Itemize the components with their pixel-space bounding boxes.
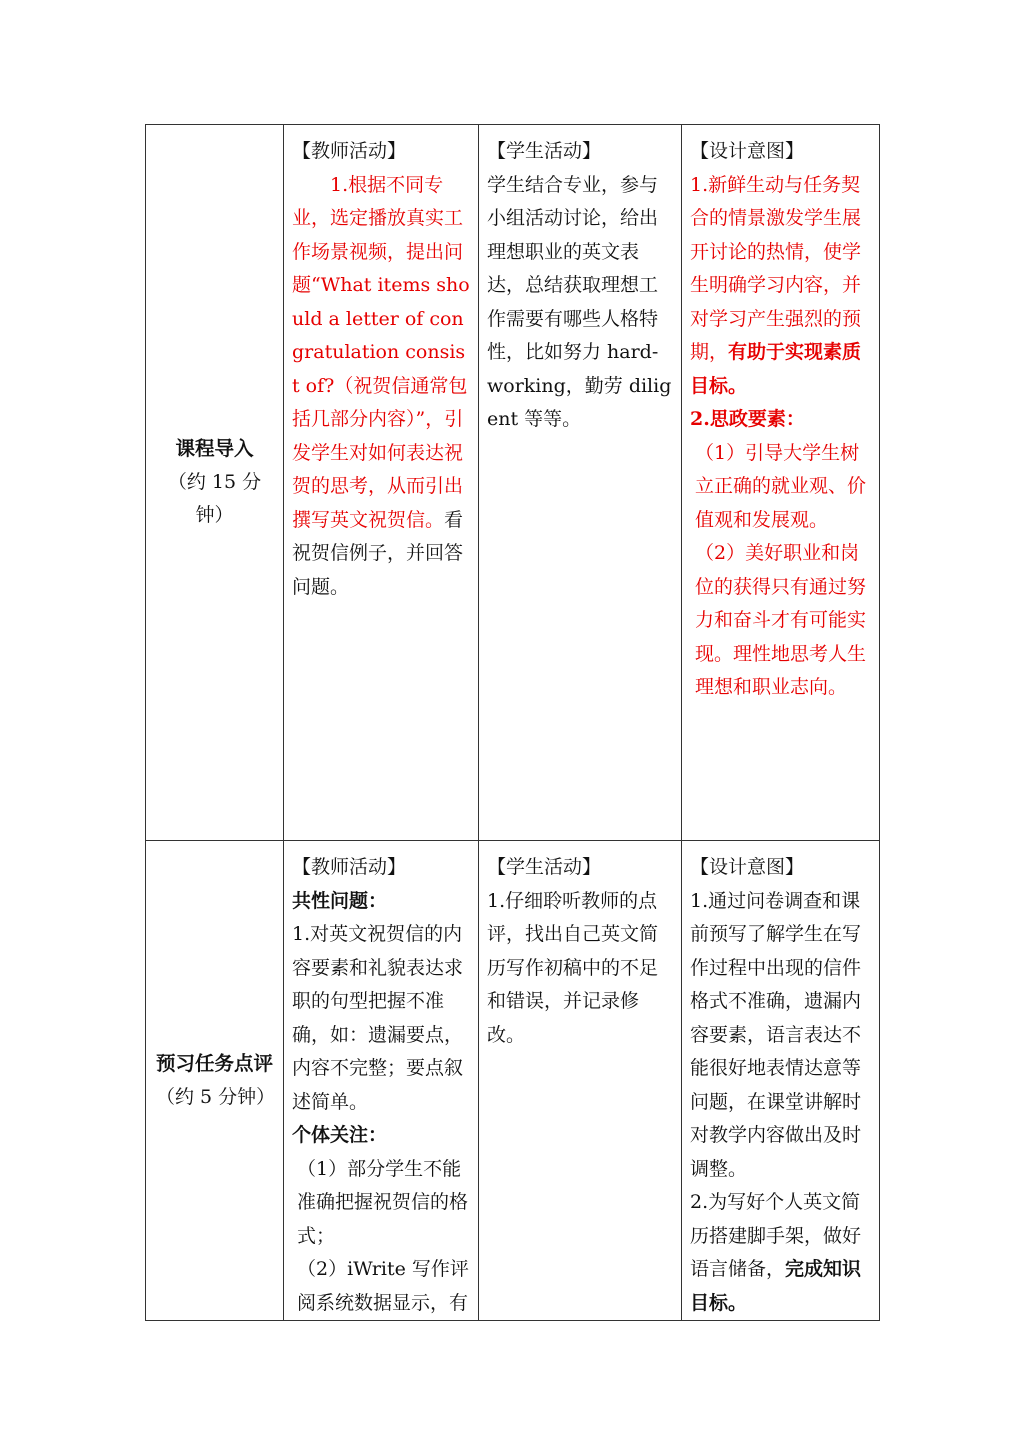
student-activity-cell xyxy=(479,125,682,841)
student-activity-heading: 【学生活动】 xyxy=(487,856,602,878)
individual-focus-point-2: （2）iWrite 写作评阅系统数据显示，有 xyxy=(297,1258,469,1314)
design-intent-heading: 【设计意图】 xyxy=(690,856,805,878)
row-label-cell xyxy=(146,125,284,841)
design-intent-point-2: 2.为写好个人英文简历搭建脚手架，做好语言储备， xyxy=(690,1191,862,1280)
ideology-heading: 2.思政要素： xyxy=(690,408,805,430)
individual-focus-heading: 个体关注： xyxy=(292,1124,388,1146)
student-activity-cell xyxy=(479,841,682,1321)
lesson-plan-table xyxy=(145,124,880,1321)
teacher-activity-heading: 【教师活动】 xyxy=(292,856,407,878)
stage-duration: （约 5 分钟） xyxy=(156,1085,276,1108)
stage-title: 预习任务点评 xyxy=(156,1052,274,1075)
teacher-activity-heading: 【教师活动】 xyxy=(292,140,407,162)
teacher-activity-text: 看祝贺信例子，并回答问题。 xyxy=(292,508,464,598)
teacher-activity-red-text: 根据不同专业，选定播放真实工作场景视频，提出问题“What items should a letter of congratulation consist of?（祝贺信通常包括几部分内容）”，引发学生对如何表达祝贺的思考，从而引出撰写英文祝贺信。 xyxy=(292,173,470,531)
common-issues-heading: 共性问题： xyxy=(292,889,388,912)
design-intent-point-1: 1.通过问卷调查和课前预写了解学生在写作过程中出现的信件格式不准确，遗漏内容要素，语言表达不能很好地表情达意等问题，在课堂讲解时对教学内容做出及时调整。 xyxy=(690,889,862,1180)
row-label-cell xyxy=(146,841,284,1321)
table-row xyxy=(146,125,880,841)
teacher-activity-cell xyxy=(284,841,479,1321)
ideology-point-1: （1）引导大学生树立正确的就业观、价值观和发展观。 xyxy=(695,441,867,531)
individual-focus-point-1: （1）部分学生不能准确把握祝贺信的格式； xyxy=(297,1157,469,1247)
teacher-item-number: 1. xyxy=(330,173,349,196)
design-intent-cell xyxy=(682,841,880,1321)
common-issue-text: 1.对英文祝贺信的内容要素和礼貌表达求职的句型把握不准确，如：遗漏要点，内容不完整；要点叙述简单。 xyxy=(292,923,464,1113)
student-activity-heading: 【学生活动】 xyxy=(487,140,602,162)
design-intent-goal: 有助于实现素质目标。 xyxy=(690,341,862,397)
student-activity-text: 1.仔细聆听教师的点评，找出自己英文简历写作初稿中的不足和错误，并记录修改。 xyxy=(487,889,659,1046)
design-intent-point-1: 1.新鲜生动与任务契合的情景激发学生展开讨论的热情，使学生明确学习内容，并对学习产生强烈的预期， xyxy=(690,173,862,363)
teacher-activity-cell xyxy=(284,125,479,841)
design-intent-cell xyxy=(682,125,880,841)
design-intent-heading: 【设计意图】 xyxy=(690,140,805,162)
stage-duration: （约 15 分钟） xyxy=(167,470,262,527)
table-row xyxy=(146,841,880,1321)
ideology-point-2: （2）美好职业和岗位的获得只有通过努力和奋斗才有可能实现。理性地思考人生理想和职业志向。 xyxy=(695,542,867,698)
stage-title: 课程导入 xyxy=(175,437,254,461)
student-activity-text: 学生结合专业，参与小组活动讨论，给出理想职业的英文表达，总结获取理想工作需要有哪些人格特性，比如努力 hard-working，勤劳 diligent 等等。 xyxy=(487,173,672,430)
design-intent-goal: 完成知识目标。 xyxy=(690,1258,862,1314)
